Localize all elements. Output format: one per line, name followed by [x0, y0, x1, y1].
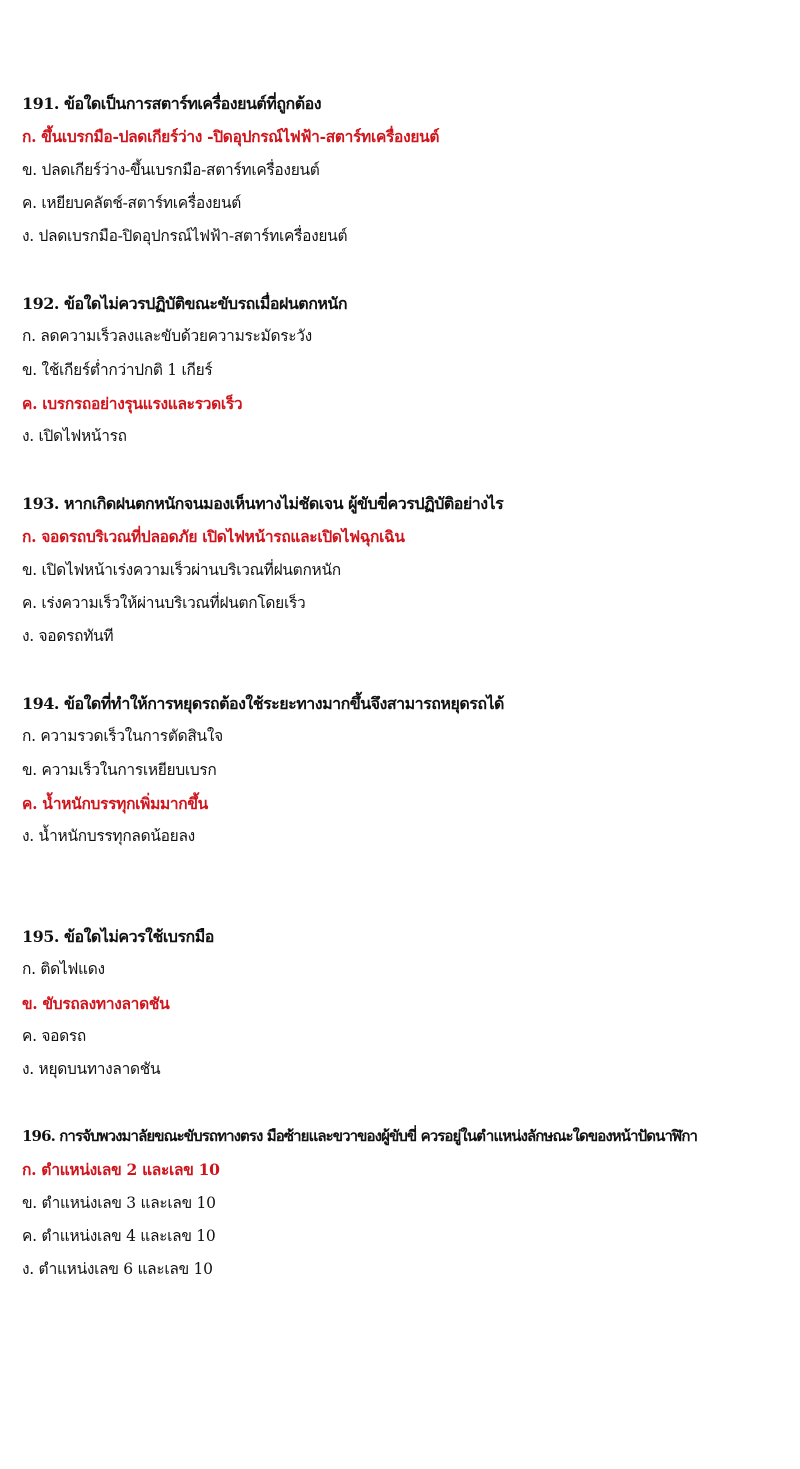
question-title: 191. ข้อใดเป็นการสตาร์ทเครื่องยนต์ที่ถูกต้อง [22, 94, 322, 113]
option-c: ค. ตำแหน่งเลข 4 และเลข 10 [22, 1226, 216, 1245]
option-c-correct: ค. น้ำหนักบรรทุกเพิ่มมากขึ้น [22, 793, 208, 813]
option-d: ง. น้ำหนักบรรทุกลดน้อยลง [22, 827, 195, 846]
option-a: ก. ลดความเร็วลงและขับด้วยความระมัดระวัง [22, 327, 312, 346]
question-195 [22, 920, 798, 1086]
option-c: ค. เหยียบคลัตช์-สตาร์ทเครื่องยนต์ [22, 193, 242, 212]
question-191 [22, 87, 798, 253]
question-title: 196. การจับพวงมาลัยขณะขับรถทางตรง มือซ้ายและขวาของผู้ขับขี่ ควรอยู่ในตำแหน่งลักษณะใดของหน้าปัดนาฬิกา [22, 1127, 698, 1145]
option-a: ก. ความรวดเร็วในการตัดสินใจ [22, 727, 223, 746]
question-title: 195. ข้อใดไม่ควรใช้เบรกมือ [22, 927, 214, 946]
option-b: ข. ใช้เกียร์ต่ำกว่าปกติ 1 เกียร์ [22, 360, 213, 379]
question-title: 194. ข้อใดที่ทำให้การหยุดรถต้องใช้ระยะทางมากขึ้นจึงสามารถหยุดรถได้ [22, 694, 504, 713]
option-b: ข. เปิดไฟหน้าเร่งความเร็วผ่านบริเวณที่ฝนตกหนัก [22, 560, 341, 579]
question-title: 192. ข้อใดไม่ควรปฏิบัติขณะขับรถเมื่อฝนตกหนัก [22, 294, 348, 313]
option-c: ค. จอดรถ [22, 1026, 86, 1045]
question-192 [22, 287, 798, 453]
option-b: ข. ปลดเกียร์ว่าง-ขึ้นเบรกมือ-สตาร์ทเครื่องยนต์ [22, 160, 320, 179]
option-a-correct: ก. ขึ้นเบรกมือ-ปลดเกียร์ว่าง -ปิดอุปกรณ์ไฟฟ้า-สตาร์ทเครื่องยนต์ [22, 127, 440, 147]
question-194 [22, 687, 798, 853]
option-c-correct: ค. เบรกรถอย่างรุนแรงและรวดเร็ว [22, 393, 243, 413]
option-d: ง. เปิดไฟหน้ารถ [22, 427, 127, 446]
option-d: ง. ตำแหน่งเลข 6 และเลข 10 [22, 1260, 213, 1279]
question-title: 193. หากเกิดฝนตกหนักจนมองเห็นทางไม่ชัดเจน ผู้ขับขี่ควรปฏิบัติอย่างไร [22, 494, 504, 513]
option-d: ง. หยุดบนทางลาดชัน [22, 1060, 161, 1079]
question-196 [22, 1120, 798, 1286]
question-193 [22, 487, 798, 653]
option-b-correct: ข. ขับรถลงทางลาดชัน [22, 993, 170, 1013]
option-d: ง. จอดรถทันที [22, 627, 114, 646]
option-c: ค. เร่งความเร็วให้ผ่านบริเวณที่ฝนตกโดยเร็ว [22, 593, 306, 612]
option-a: ก. ติดไฟแดง [22, 960, 105, 979]
option-a-correct: ก. จอดรถบริเวณที่ปลอดภัย เปิดไฟหน้ารถและเปิดไฟฉุกเฉิน [22, 527, 405, 547]
option-a-correct: ก. ตำแหน่งเลข 2 และเลข 10 [22, 1160, 220, 1180]
option-b: ข. ตำแหน่งเลข 3 และเลข 10 [22, 1193, 216, 1212]
option-b: ข. ความเร็วในการเหยียบเบรก [22, 760, 217, 779]
option-d: ง. ปลดเบรกมือ-ปิดอุปกรณ์ไฟฟ้า-สตาร์ทเครื่องยนต์ [22, 227, 348, 246]
